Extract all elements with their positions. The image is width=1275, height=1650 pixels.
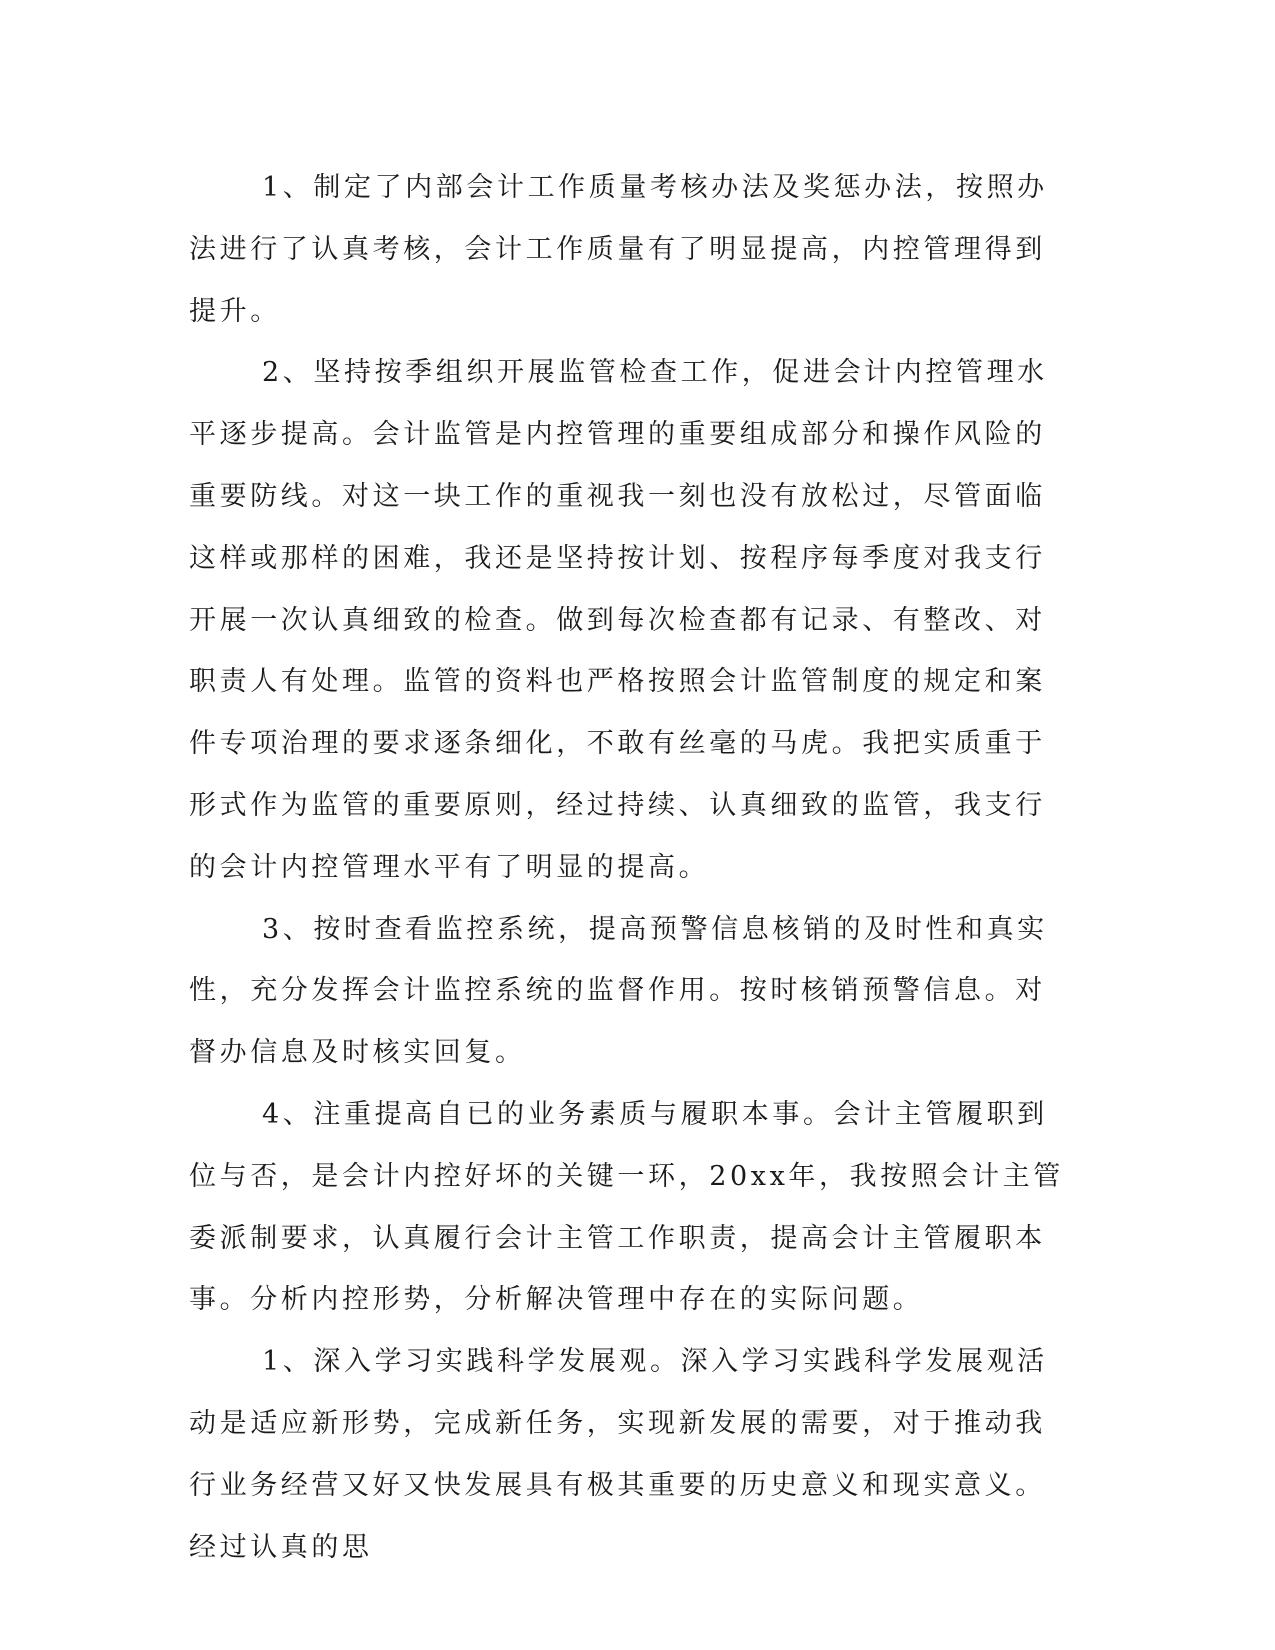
paragraph-5: 1、深入学习实践科学发展观。深入学习实践科学发展观活动是适应新形势，完成新任务，实现新发展的需要，对于推动我行业务经营又好又快发展具有极其重要的历史意义和现实意义。经过认真的思 — [189, 1346, 1048, 1563]
paragraph-4: 4、注重提高自已的业务素质与履职本事。会计主管履职到位与否，是会计内控好坏的关键一环，20xx年，我按照会计主管委派制要求，认真履行会计主管工作职责，提高会计主管履职本事。分析内控形势，分析解决管理中存在的实际问题。 — [189, 1098, 1064, 1316]
paragraph-1: 1、制定了内部会计工作质量考核办法及奖惩办法，按照办法进行了认真考核，会计工作质量有了明显提高，内控管理得到提升。 — [189, 172, 1048, 327]
paragraph-2: 2、坚持按季组织开展监管检查工作，促进会计内控管理水平逐步提高。会计监管是内控管理的重要组成部分和操作风险的重要防线。对这一块工作的重视我一刻也没有放松过，尽管面临这样或那样的困难，我还是坚持按计划、按程序每季度对我支行开展一次认真细致的检查。做到每次检查都有记录、有整改、对职责人有处理。监管的资料也严格按照会计监管制度的规定和案件专项治理的要求逐条细化，不敢有丝毫的马虎。我把实质重于形式作为监管的重要原则，经过持续、认真细致的监管，我支行的会计内控管理水平有了明显的提高。 — [189, 357, 1048, 883]
document-body — [189, 157, 1069, 1578]
paragraph-3: 3、按时查看监控系统，提高预警信息核销的及时性和真实性，充分发挥会计监控系统的监督作用。按时核销预警信息。对督办信息及时核实回复。 — [189, 913, 1048, 1069]
